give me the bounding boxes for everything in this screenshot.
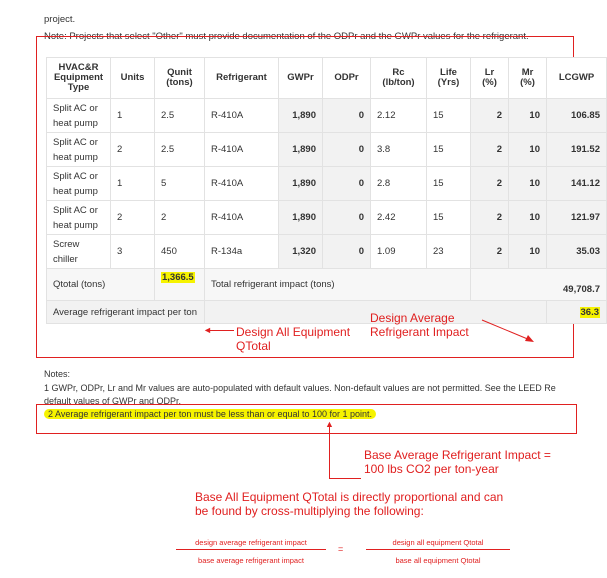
mr-cell: 10 xyxy=(509,133,547,167)
col-header: Life (Yrs) xyxy=(427,58,471,99)
refrigerant-cell[interactable]: R-134a xyxy=(205,235,279,269)
connector-horizontal xyxy=(329,478,361,479)
refrigerant-cell[interactable]: R-410A xyxy=(205,133,279,167)
col-header: Lr (%) xyxy=(471,58,509,99)
mr-cell: 10 xyxy=(509,167,547,201)
units-cell[interactable]: 1 xyxy=(111,167,155,201)
rc-cell[interactable]: 2.8 xyxy=(371,167,427,201)
arrow-up-icon: ▲ xyxy=(325,419,334,429)
units-cell[interactable]: 2 xyxy=(111,133,155,167)
total-impact-value: 49,708.7 xyxy=(471,269,607,301)
gwpr-cell: 1,320 xyxy=(279,235,323,269)
qunit-cell[interactable]: 2.5 xyxy=(155,133,205,167)
table-row xyxy=(47,201,607,235)
units-cell[interactable]: 1 xyxy=(111,99,155,133)
avg-label: Average refrigerant impact per ton xyxy=(47,301,205,324)
connector-vertical xyxy=(329,425,330,478)
lcgwp-cell: 141.12 xyxy=(547,167,607,201)
design-all-equipment-annotation: Design All Equipment QTotal xyxy=(236,325,351,353)
equipment-type-cell[interactable]: Split AC or heat pump xyxy=(47,167,111,201)
table-row xyxy=(47,133,607,167)
units-cell[interactable]: 2 xyxy=(111,201,155,235)
lr-cell: 2 xyxy=(471,167,509,201)
refrigerant-cell[interactable]: R-410A xyxy=(205,201,279,235)
life-cell[interactable]: 15 xyxy=(427,99,471,133)
col-header: Refrigerant xyxy=(205,58,279,99)
arrow-head-icon: ◄ xyxy=(203,325,212,335)
odpr-cell: 0 xyxy=(323,133,371,167)
equipment-type-cell[interactable]: Screw chiller xyxy=(47,235,111,269)
mr-cell: 10 xyxy=(509,99,547,133)
proportional-annotation: Base All Equipment QTotal is directly proportional and can be found by cross-multiplying the following: xyxy=(195,490,504,518)
life-cell[interactable]: 15 xyxy=(427,167,471,201)
life-cell[interactable]: 15 xyxy=(427,201,471,235)
units-cell[interactable]: 3 xyxy=(111,235,155,269)
col-header: Qunit (tons) xyxy=(155,58,205,99)
gwpr-cell: 1,890 xyxy=(279,99,323,133)
frac-left-bar xyxy=(176,549,326,550)
frac-equals: = xyxy=(338,544,344,554)
lcgwp-cell: 106.85 xyxy=(547,99,607,133)
base-average-annotation: Base Average Refrigerant Impact = 100 lbs CO2 per ton-year xyxy=(364,448,551,476)
lcgwp-cell: 191.52 xyxy=(547,133,607,167)
gwpr-cell: 1,890 xyxy=(279,201,323,235)
lr-cell: 2 xyxy=(471,235,509,269)
total-impact-label: Total refrigerant impact (tons) xyxy=(205,269,471,301)
col-header: LCGWP xyxy=(547,58,607,99)
frac-right-bar xyxy=(366,549,510,550)
equipment-type-cell[interactable]: Split AC or heat pump xyxy=(47,99,111,133)
qtotal-value: 1,366.5 xyxy=(162,272,194,283)
design-average-arrow xyxy=(480,318,540,348)
qtotal-row xyxy=(47,269,607,301)
table-row xyxy=(47,235,607,269)
frac-right-denominator: base all equipment Qtotal xyxy=(395,556,481,565)
col-header: ODPr xyxy=(323,58,371,99)
table-row xyxy=(47,99,607,133)
intro-line: project. xyxy=(44,14,76,25)
life-cell[interactable]: 15 xyxy=(427,133,471,167)
mr-cell: 10 xyxy=(509,201,547,235)
qunit-cell[interactable]: 450 xyxy=(155,235,205,269)
life-cell[interactable]: 23 xyxy=(427,235,471,269)
odpr-cell: 0 xyxy=(323,235,371,269)
lr-cell: 2 xyxy=(471,201,509,235)
avg-value: 36.3 xyxy=(580,306,599,318)
frac-right-numerator: design all equipment Qtotal xyxy=(392,538,484,547)
mr-cell: 10 xyxy=(509,235,547,269)
col-header: HVAC&R Equipment Type xyxy=(47,58,111,99)
col-header: GWPr xyxy=(279,58,323,99)
refrigerant-table-container xyxy=(46,57,600,354)
note-2: 2 Average refrigerant impact per ton must be less than or equal to 100 for 1 point. xyxy=(44,409,376,419)
intro-note: Note: Projects that select "Other" must provide documentation of the ODPr and the GWPr values for the refrigerant. xyxy=(44,31,529,42)
lr-cell: 2 xyxy=(471,133,509,167)
rc-cell[interactable]: 2.42 xyxy=(371,201,427,235)
odpr-cell: 0 xyxy=(323,99,371,133)
refrigerant-table xyxy=(46,57,607,324)
gwpr-cell: 1,890 xyxy=(279,167,323,201)
frac-left-denominator: base average refrigerant impact xyxy=(198,556,304,565)
table-row xyxy=(47,167,607,201)
odpr-cell: 0 xyxy=(323,167,371,201)
equipment-type-cell[interactable]: Split AC or heat pump xyxy=(47,133,111,167)
odpr-cell: 0 xyxy=(323,201,371,235)
table-header-row xyxy=(47,58,607,99)
equipment-type-cell[interactable]: Split AC or heat pump xyxy=(47,201,111,235)
gwpr-cell: 1,890 xyxy=(279,133,323,167)
qunit-cell[interactable]: 5 xyxy=(155,167,205,201)
design-average-annotation: Design Average Refrigerant Impact xyxy=(370,311,469,339)
col-header: Units xyxy=(111,58,155,99)
rc-cell[interactable]: 2.12 xyxy=(371,99,427,133)
qtotal-label: Qtotal (tons) xyxy=(47,269,155,301)
qunit-cell[interactable]: 2.5 xyxy=(155,99,205,133)
lcgwp-cell: 35.03 xyxy=(547,235,607,269)
frac-left-numerator: design average refrigerant impact xyxy=(195,538,307,547)
note-1-cont: default values of GWPr and ODPr. xyxy=(44,396,182,406)
col-header: Mr (%) xyxy=(509,58,547,99)
lr-cell: 2 xyxy=(471,99,509,133)
lcgwp-cell: 121.97 xyxy=(547,201,607,235)
qunit-cell[interactable]: 2 xyxy=(155,201,205,235)
refrigerant-cell[interactable]: R-410A xyxy=(205,167,279,201)
rc-cell[interactable]: 1.09 xyxy=(371,235,427,269)
col-header: Rc (lb/ton) xyxy=(371,58,427,99)
rc-cell[interactable]: 3.8 xyxy=(371,133,427,167)
refrigerant-cell[interactable]: R-410A xyxy=(205,99,279,133)
notes-heading: Notes: xyxy=(44,369,71,379)
note-1: 1 GWPr, ODPr, Lr and Mr values are auto-populated with default values. Non-default values are not permitted. See the LEED Re xyxy=(44,383,556,393)
